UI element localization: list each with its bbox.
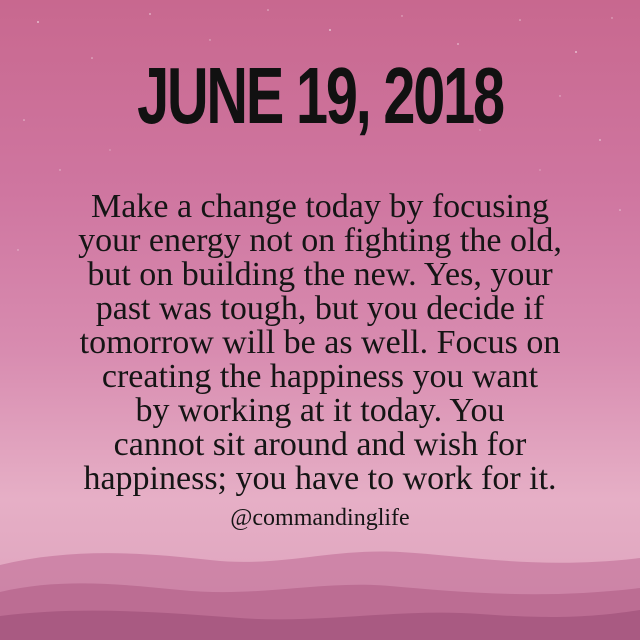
social-handle: @commandinglife	[230, 505, 410, 531]
quote-line: past was tough, but you decide if	[95, 290, 545, 327]
quote-line: but on building the new. Yes, your	[87, 256, 553, 293]
quote-line: happiness; you have to work for it.	[83, 460, 557, 497]
date-title: JUNE 19, 2018	[137, 51, 503, 140]
quote-line: tomorrow will be as well. Focus on	[79, 324, 561, 361]
quote-line: Make a change today by focusing	[91, 188, 549, 225]
quote-line: your energy not on fighting the old,	[78, 222, 562, 259]
quote-line: by working at it today. You	[135, 392, 505, 429]
quote-line: creating the happiness you want	[101, 358, 539, 395]
quote-text	[10, 190, 630, 496]
quote-line: cannot sit around and wish for	[113, 426, 527, 463]
